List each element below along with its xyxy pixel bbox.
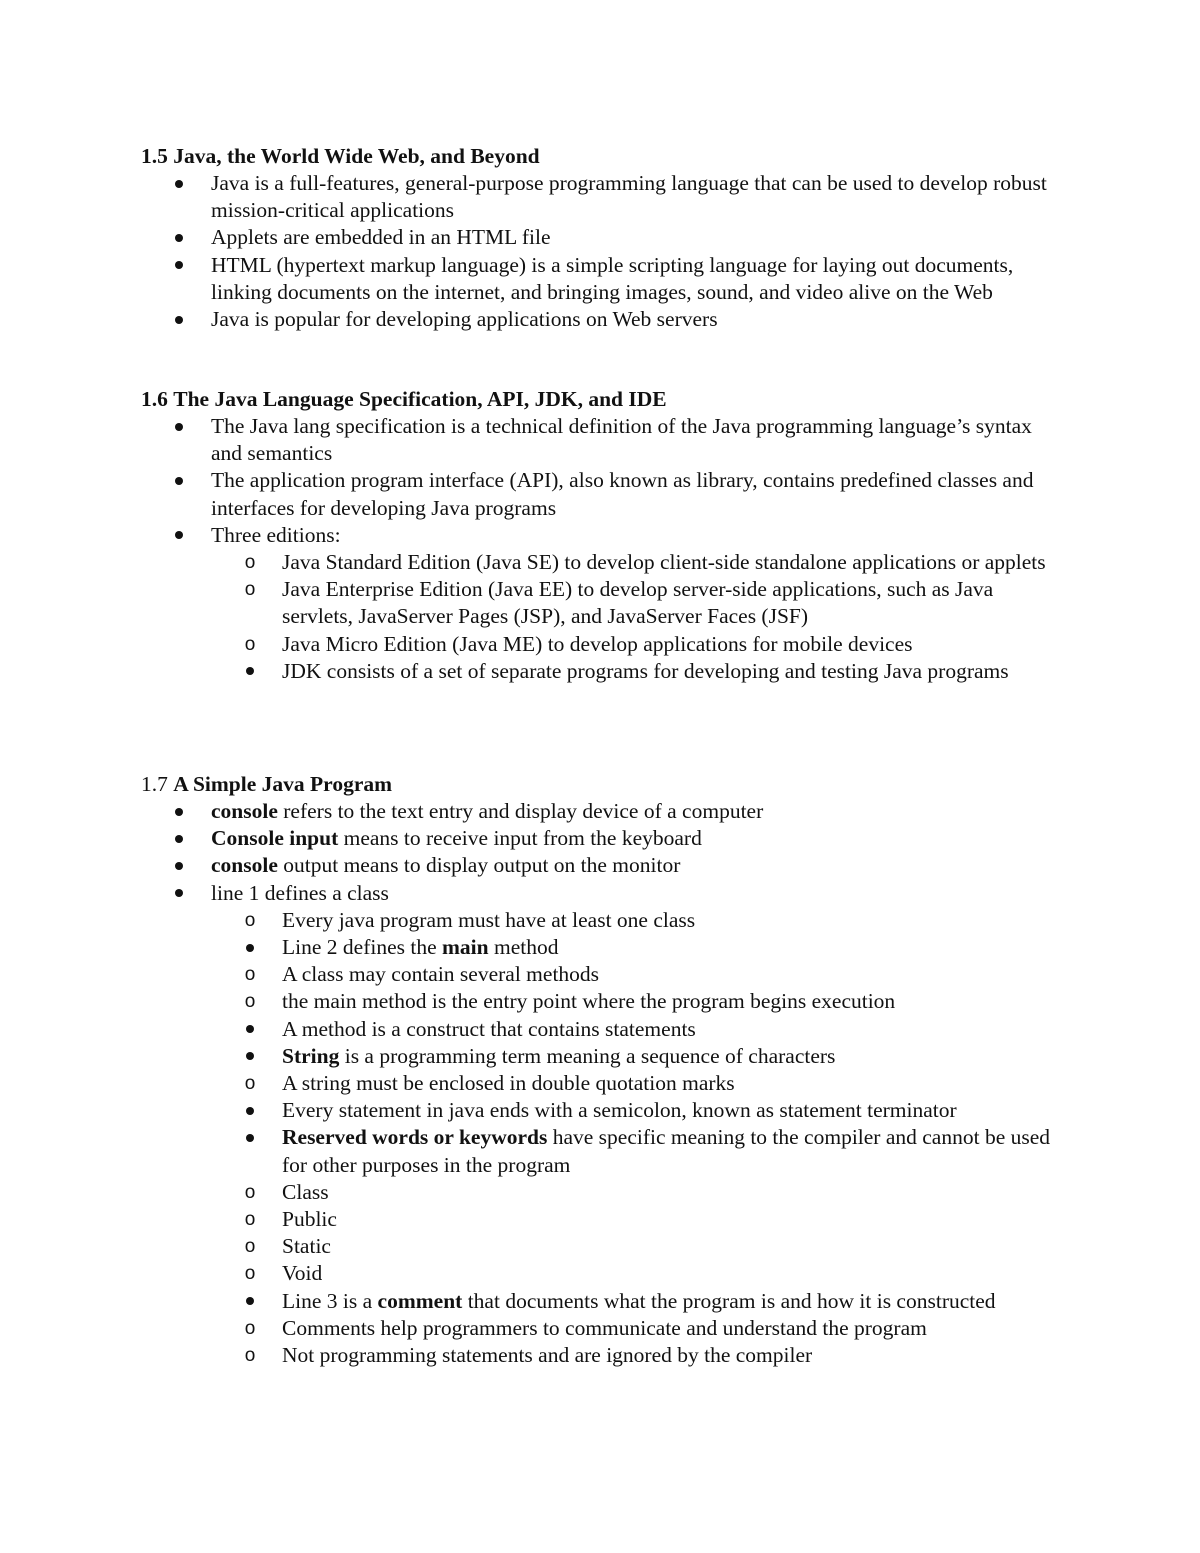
item-text: Java is a full-features, general-purpose programming language that can be used to develop robust mission-critical applications — [211, 171, 1047, 223]
bullet-icon — [169, 798, 189, 825]
item-text: Java Enterprise Edition (Java EE) to develop server-side applications, such as Java servlets, JavaServer Pages (JSP), and JavaServer Faces (JSF) — [282, 577, 994, 629]
section-title: A Simple Java Program — [173, 772, 393, 796]
list-item — [211, 252, 1061, 306]
list-item — [244, 1260, 1061, 1287]
item-text: A string must be enclosed in double quotation marks — [282, 1071, 735, 1096]
bullet-list — [141, 413, 1061, 685]
list-item — [244, 907, 1061, 934]
list-item — [244, 576, 1061, 630]
bullet-icon — [169, 852, 189, 879]
circle-bullet-icon: o — [244, 1181, 256, 1203]
bullet-icon — [169, 413, 189, 440]
bullet-icon — [240, 934, 260, 961]
list-item — [211, 522, 1061, 549]
item-text: Every java program must have at least one class — [282, 907, 696, 932]
item-text: HTML (hypertext markup language) is a simple scripting language for laying out documents, linking documents on the internet, and bringing images, sound, and video alive on the Web — [211, 252, 1014, 304]
circle-bullet-icon: o — [244, 1209, 256, 1231]
list-item — [244, 1342, 1061, 1369]
bullet-icon — [240, 1124, 260, 1151]
item-text: A class may contain several methods — [282, 962, 600, 987]
circle-bullet-icon: o — [244, 1236, 256, 1258]
section-number: 1.7 — [141, 772, 168, 796]
list-item — [282, 1016, 1061, 1043]
bullet-icon — [169, 825, 189, 852]
circle-bullet-icon: o — [244, 633, 256, 655]
item-text: method — [488, 935, 559, 960]
item-text: refers to the text entry and display device of a computer — [277, 799, 764, 823]
circle-bullet-icon: o — [244, 909, 256, 931]
bullet-icon — [169, 224, 189, 251]
bullet-icon — [169, 522, 189, 549]
list-item — [244, 988, 1061, 1015]
circle-bullet-icon: o — [244, 1317, 256, 1339]
item-bold-term: main — [442, 935, 489, 960]
circle-bullet-icon: o — [244, 1345, 256, 1367]
item-text: Public — [282, 1207, 337, 1232]
list-item — [244, 1179, 1061, 1206]
item-text: line 1 defines a class — [211, 880, 389, 905]
item-text: JDK consists of a set of separate programs for developing and testing Java programs — [282, 658, 1009, 683]
item-bold-term: Console input — [211, 826, 339, 851]
list-item — [244, 631, 1061, 658]
list-item — [211, 413, 1061, 467]
item-text: the main method is the entry point where the program begins execution — [282, 989, 896, 1014]
item-text: is a programming term meaning a sequence of characters — [339, 1043, 836, 1068]
list-item — [244, 549, 1061, 576]
section-title: The Java Language Specification, API, JDK, and IDE — [173, 387, 667, 411]
item-text: Comments help programmers to communicate and understand the program — [282, 1315, 927, 1340]
section-number: 1.5 — [141, 144, 168, 168]
list-item — [211, 880, 1061, 907]
item-text: Java Micro Edition (Java ME) to develop applications for mobile devices — [282, 631, 913, 656]
list-item — [244, 1233, 1061, 1260]
list-item — [282, 658, 1061, 685]
list-item — [211, 224, 1061, 251]
circle-bullet-icon: o — [244, 552, 256, 574]
list-item — [282, 934, 1061, 961]
item-text: that documents what the program is and how it is constructed — [462, 1288, 996, 1313]
list-item — [211, 798, 1061, 825]
item-text: Class — [282, 1179, 329, 1204]
item-text: A method is a construct that contains statements — [282, 1016, 696, 1041]
section-1-5 — [141, 143, 1061, 333]
bullet-icon — [240, 1016, 260, 1043]
item-bold-term: comment — [377, 1288, 463, 1313]
list-item — [244, 1070, 1061, 1097]
bullet-icon — [240, 1288, 260, 1315]
list-item — [211, 170, 1061, 224]
item-text: Java Standard Edition (Java SE) to develop client-side standalone applications or applets — [282, 550, 1046, 575]
bullet-icon — [169, 880, 189, 907]
item-text: have specific meaning to the compiler and cannot be used for other purposes in the program — [282, 1125, 1051, 1177]
list-item — [282, 1043, 1061, 1070]
circle-bullet-icon: o — [244, 1263, 256, 1285]
item-text: Void — [282, 1261, 323, 1286]
bullet-list — [141, 798, 1061, 1369]
section-title: Java, the World Wide Web, and Beyond — [173, 144, 540, 168]
item-text: The Java lang specification is a technical definition of the Java programming language’s syntax and semantics — [211, 414, 1032, 466]
list-item — [211, 467, 1061, 521]
list-item — [244, 1206, 1061, 1233]
item-text-prefix: Line 3 is a — [282, 1288, 378, 1313]
section-heading — [141, 771, 1061, 798]
bullet-icon — [169, 170, 189, 197]
list-item — [282, 1288, 1061, 1315]
list-item — [282, 1097, 1061, 1124]
item-text: Static — [282, 1234, 331, 1259]
item-text: Applets are embedded in an HTML file — [211, 225, 551, 250]
list-item — [244, 961, 1061, 988]
bullet-list — [141, 170, 1061, 333]
bullet-icon — [169, 306, 189, 333]
item-bold-term: console — [211, 853, 278, 878]
section-number: 1.6 — [141, 387, 168, 411]
bullet-icon — [169, 252, 189, 279]
section-1-6 — [141, 386, 1061, 685]
bullet-icon — [169, 467, 189, 494]
item-text: The application program interface (API), also known as library, contains predefined classes and interfaces for developing Java programs — [211, 468, 1034, 520]
item-text-prefix: Line 2 defines the — [282, 935, 443, 960]
list-item — [282, 1124, 1061, 1178]
list-item — [211, 825, 1061, 852]
item-text: Every statement in java ends with a semicolon, known as statement terminator — [282, 1098, 957, 1123]
circle-bullet-icon: o — [244, 579, 256, 601]
item-bold-term: console — [211, 799, 278, 823]
bullet-icon — [240, 658, 260, 685]
list-item — [211, 306, 1061, 333]
item-text: Three editions: — [211, 522, 341, 547]
item-text: means to receive input from the keyboard — [338, 826, 702, 851]
item-bold-term: String — [282, 1043, 340, 1068]
item-bold-term: Reserved words or keywords — [282, 1125, 548, 1150]
circle-bullet-icon: o — [244, 1073, 256, 1095]
section-heading — [141, 386, 1061, 413]
circle-bullet-icon: o — [244, 991, 256, 1013]
bullet-icon — [240, 1097, 260, 1124]
section-heading — [141, 143, 1061, 170]
list-item — [244, 1315, 1061, 1342]
item-text: output means to display output on the monitor — [277, 853, 681, 878]
item-text: Java is popular for developing applications on Web servers — [211, 307, 718, 332]
list-item — [211, 852, 1061, 879]
item-text: Not programming statements and are ignored by the compiler — [282, 1343, 813, 1368]
circle-bullet-icon: o — [244, 964, 256, 986]
section-1-7 — [141, 771, 1061, 1369]
bullet-icon — [240, 1043, 260, 1070]
